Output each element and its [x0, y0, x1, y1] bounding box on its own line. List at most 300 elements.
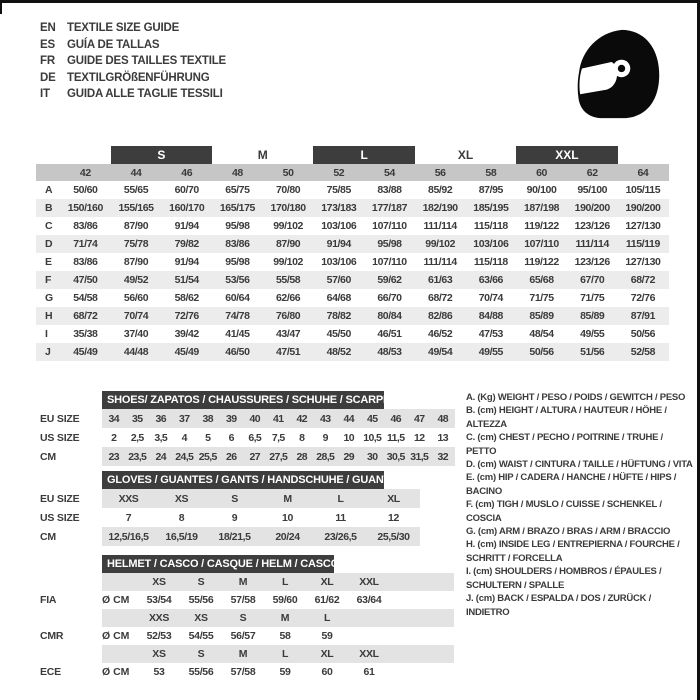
- helmet-value-cell: 58: [279, 630, 291, 642]
- measure-cell: 49/54: [428, 346, 453, 358]
- helmet-size-cells: [102, 609, 454, 627]
- section-row: [40, 489, 420, 508]
- helmet-sizes-row: [40, 645, 454, 663]
- measure-cell: 160/170: [169, 202, 205, 214]
- language-row: [40, 53, 226, 70]
- size-group-band-row: [36, 146, 669, 164]
- size-cell: 5: [205, 431, 211, 444]
- measure-cell: 105/115: [625, 184, 661, 196]
- measure-row-label: I: [45, 328, 48, 340]
- measure-cell: 99/102: [273, 220, 303, 232]
- helmet-value-cell: 55/56: [188, 594, 214, 606]
- size-number-cell: 62: [586, 166, 598, 179]
- size-cell: 10,5: [363, 431, 382, 444]
- measure-cell: 85/89: [529, 310, 554, 322]
- size-cell: 31,5: [410, 450, 429, 463]
- measurement-legend: [466, 391, 695, 619]
- language-row: [40, 70, 226, 87]
- measure-cell: 87/95: [478, 184, 503, 196]
- measure-cell: 119/122: [524, 256, 559, 268]
- measure-cell: 49/55: [580, 328, 605, 340]
- measure-cell: 57/60: [326, 274, 351, 286]
- size-cell: 25,5/30: [377, 530, 410, 543]
- measure-cell: 63/66: [478, 274, 503, 286]
- measure-row-label: D: [45, 238, 53, 250]
- size-cell: 3,5: [154, 431, 168, 444]
- measure-row-label: H: [45, 310, 53, 322]
- language-row: [40, 37, 226, 54]
- measure-cell: 165/175: [219, 202, 255, 214]
- helmet-size-cell: M: [238, 576, 248, 588]
- helmet-values-row: [40, 627, 454, 645]
- section-row: [40, 527, 420, 546]
- helmet-rows: [40, 573, 454, 681]
- size-cell: 35: [132, 412, 143, 425]
- measure-cell: 48/52: [326, 346, 351, 358]
- size-number-cell: 44: [130, 166, 142, 179]
- measure-cell: 60/70: [174, 184, 199, 196]
- measure-cell: 79/82: [174, 238, 199, 250]
- measure-cell: 46/50: [225, 346, 250, 358]
- helmet-size-cell: XS: [152, 576, 166, 588]
- measure-cell: 91/94: [174, 256, 199, 268]
- measure-cell: 65/68: [529, 274, 554, 286]
- helmet-size-cell: M: [238, 648, 248, 660]
- section-row-label: CM: [40, 450, 56, 463]
- measure-cell: 49/52: [123, 274, 149, 286]
- size-cell: 43: [320, 412, 331, 425]
- size-cell: 13: [437, 431, 448, 444]
- helmet-size-cell: XXS: [148, 612, 170, 624]
- legend-item: G. (cm) ARM / BRAZO / BRAS / ARM / BRACCIO: [466, 526, 671, 538]
- language-title: TEXTILGRÖßENFÜHRUNG: [67, 71, 210, 84]
- size-cell: XS: [174, 492, 189, 505]
- section-cells: [102, 508, 420, 527]
- measure-cell: 71/75: [580, 292, 605, 304]
- legend-item: I. (cm) SHOULDERS / HOMBROS / ÉPAULES / SCHULTERN / SPALLE: [466, 566, 662, 591]
- measure-cell: 85/92: [428, 184, 453, 196]
- size-cell: 32: [437, 450, 448, 463]
- section-row: [40, 409, 455, 428]
- size-cell: 11: [335, 511, 346, 524]
- size-number-row: [36, 164, 669, 181]
- helmet-value-cell: 55/56: [188, 666, 214, 678]
- helmet-standard-label: FIA: [40, 594, 57, 606]
- measure-cell: 68/72: [73, 310, 98, 322]
- measure-cell: 49/55: [478, 346, 503, 358]
- measure-cell: 71/75: [529, 292, 554, 304]
- size-cell: 6: [228, 431, 234, 444]
- size-cell: 45: [367, 412, 378, 425]
- diameter-unit: Ø CM: [102, 594, 130, 606]
- size-cell: 27: [249, 450, 260, 463]
- measure-row-label: G: [45, 292, 54, 304]
- measure-cell: 123/126: [574, 220, 610, 232]
- size-cell: 47: [414, 412, 425, 425]
- measure-cell: 68/72: [428, 292, 453, 304]
- helmet-value-cell: 59: [279, 666, 291, 678]
- size-number-cell: 58: [485, 166, 497, 179]
- size-cell: 30: [367, 450, 378, 463]
- measure-cell: 48/54: [529, 328, 554, 340]
- measure-cell: 71/74: [73, 238, 98, 250]
- section-row: [40, 508, 420, 527]
- measure-cell: 47/51: [275, 346, 301, 358]
- measure-cell: 87/90: [275, 238, 301, 250]
- size-cell: 8: [299, 431, 305, 444]
- gloves-rows: [40, 489, 420, 546]
- section-cells: [102, 527, 420, 546]
- helmet-size-cell: XS: [194, 612, 208, 624]
- measure-cell: 58/62: [174, 292, 199, 304]
- measure-cell: 83/88: [377, 184, 402, 196]
- measure-row-label: E: [45, 256, 53, 268]
- measure-cell: 62/66: [275, 292, 301, 304]
- size-group-band: [60, 146, 111, 164]
- measure-cell: 91/94: [174, 220, 199, 232]
- measure-cell: 119/122: [524, 220, 559, 232]
- language-title: GUÍA DE TALLAS: [67, 38, 160, 51]
- measure-cell: 111/114: [575, 238, 609, 250]
- measure-cell: 50/56: [630, 328, 656, 340]
- helmet-value-cell: 57/58: [230, 594, 256, 606]
- measure-cell: 78/82: [326, 310, 351, 322]
- helmet-value-cell: 57/58: [230, 666, 256, 678]
- helmet-sizes-row: [40, 573, 454, 591]
- legend-item: J. (cm) BACK / ESPALDA / DOS / ZURÜCK / INDIETRO: [466, 593, 652, 618]
- measure-row: [36, 325, 669, 343]
- helmet-size-cells: [102, 573, 454, 591]
- size-cell: 18/21,5: [218, 530, 251, 543]
- measure-cell: 187/198: [523, 202, 560, 214]
- measure-cell: 47/50: [73, 274, 98, 286]
- measure-row: [36, 217, 669, 235]
- measure-cell: 85/89: [580, 310, 605, 322]
- shoes-section-title: SHOES/ ZAPATOS / CHAUSSURES / SCHUHE / SCARPE: [102, 391, 384, 409]
- size-cell: 7: [125, 511, 132, 524]
- helmet-value-cells: [102, 627, 454, 645]
- measure-cell: 107/110: [524, 238, 559, 250]
- measure-cell: 173/183: [321, 202, 357, 214]
- size-cell: 30,5: [386, 450, 405, 463]
- helmet-value-cell: 53: [153, 666, 165, 678]
- measure-cell: 45/50: [326, 328, 351, 340]
- size-cell: XXS: [118, 492, 139, 505]
- size-cell: 34: [108, 412, 119, 425]
- measure-cell: 103/106: [321, 220, 357, 232]
- measure-cell: 45/49: [73, 346, 98, 358]
- size-cell: S: [231, 492, 238, 505]
- size-cell: 9: [322, 431, 328, 444]
- size-cell: 7,5: [271, 431, 285, 444]
- size-number-cell: 50: [282, 166, 294, 179]
- measure-cell: 46/51: [377, 328, 402, 340]
- helmet-value-cell: 53/54: [146, 594, 172, 606]
- measure-cell: 115/118: [473, 220, 508, 232]
- measure-cell: 50/56: [529, 346, 554, 358]
- helmet-value-cells: [102, 663, 454, 681]
- size-cell: 12: [388, 511, 399, 524]
- helmet-size-cells: [102, 645, 454, 663]
- section-row: [40, 428, 455, 447]
- section-row-label: EU SIZE: [40, 492, 80, 505]
- measure-cell: 64/68: [326, 292, 351, 304]
- language-row: [40, 20, 226, 37]
- measure-row: [36, 289, 669, 307]
- size-cell: 25,5: [198, 450, 217, 463]
- measure-cell: 70/74: [478, 292, 503, 304]
- helmet-size-cell: L: [281, 576, 289, 588]
- gloves-size-section: [40, 471, 420, 546]
- size-cell: 23/26,5: [324, 530, 357, 543]
- diameter-unit: Ø CM: [102, 630, 130, 642]
- measure-cell: 37/40: [123, 328, 149, 340]
- helmet-value-cell: 59/60: [272, 594, 298, 606]
- measure-cell: 155/165: [118, 202, 154, 214]
- size-cell: 44: [343, 412, 354, 425]
- measure-cell: 95/98: [377, 238, 402, 250]
- helmet-size-cell: XXL: [359, 576, 379, 588]
- size-number-cell: 60: [536, 166, 547, 179]
- measure-cell: 190/200: [574, 202, 610, 214]
- measure-row: [36, 271, 669, 289]
- measure-cell: 87/91: [630, 310, 656, 322]
- legend-item: B. (cm) HEIGHT / ALTURA / HAUTEUR / HÖHE / ALTEZZA: [466, 405, 667, 430]
- shoes-size-section: [40, 391, 455, 466]
- size-cell: L: [337, 492, 344, 505]
- band-spacer: [36, 146, 60, 164]
- section-cells: [102, 409, 455, 428]
- helmet-size-cell: L: [281, 648, 289, 660]
- measure-cell: 72/76: [630, 292, 656, 304]
- size-cell: 37: [179, 412, 190, 425]
- helmet-value-cells: [102, 591, 454, 609]
- helmet-size-cell: M: [280, 612, 290, 624]
- size-cell: 39: [226, 412, 237, 425]
- measure-cell: 43/47: [275, 328, 301, 340]
- measure-cell: 83/86: [225, 238, 250, 250]
- measure-row-label: J: [45, 346, 51, 358]
- measure-cell: 60/64: [225, 292, 250, 304]
- measure-row: [36, 181, 669, 199]
- measure-cell: 47/53: [478, 328, 503, 340]
- measure-cell: 44/48: [123, 346, 149, 358]
- size-cell: 23,5: [128, 450, 147, 463]
- helmet-value-cell: 59: [321, 630, 333, 642]
- language-code: FR: [40, 55, 55, 67]
- size-cell: 28: [296, 450, 307, 463]
- helmet-size-cell: S: [197, 576, 205, 588]
- measure-cell: 103/106: [321, 256, 357, 268]
- size-cell: 40: [249, 412, 260, 425]
- size-cell: 4: [181, 431, 187, 444]
- size-cell: 10: [282, 511, 293, 524]
- measure-cell: 55/58: [275, 274, 301, 286]
- measure-cell: 170/180: [270, 202, 306, 214]
- left-border-notch: [0, 0, 2, 14]
- size-group-band: S: [111, 146, 212, 164]
- size-cell: XL: [387, 492, 400, 505]
- helmet-size-cell: S: [239, 612, 247, 624]
- size-cell: 26: [226, 450, 237, 463]
- measure-cell: 39/42: [174, 328, 199, 340]
- measure-cell: 95/98: [225, 220, 250, 232]
- helmet-value-cell: 60: [321, 666, 333, 678]
- helmet-standard-label: ECE: [40, 666, 61, 678]
- measure-cell: 107/110: [372, 256, 407, 268]
- legend-item: A. (Kg) WEIGHT / PESO / POIDS / GEWITCH / PESO: [466, 392, 686, 403]
- helmet-value-cell: 61: [363, 666, 375, 678]
- size-cell: 8: [178, 511, 185, 524]
- measure-cell: 75/78: [123, 238, 149, 250]
- language-title: GUIDE DES TAILLES TEXTILE: [67, 55, 226, 67]
- measure-cell: 115/119: [625, 238, 660, 250]
- measure-cell: 127/130: [625, 256, 661, 268]
- size-cell: 9: [231, 511, 238, 524]
- size-cell: 46: [390, 412, 401, 425]
- legend-item: H. (cm) INSIDE LEG / ENTREPIERNA / FOURCHE / SCHRITT / FORCELLA: [466, 539, 680, 564]
- legend-item: F. (cm) TIGH / MUSLO / CUISSE / SCHENKEL / COSCIA: [466, 499, 662, 524]
- measure-row: [36, 343, 669, 361]
- section-cells: [102, 489, 420, 508]
- measure-row: [36, 253, 669, 271]
- measure-cell: 70/74: [123, 310, 149, 322]
- measure-cell: 111/114: [423, 256, 457, 268]
- language-row: [40, 86, 226, 103]
- measure-cell: 185/195: [473, 202, 509, 214]
- top-border-line: [0, 0, 700, 3]
- measure-cell: 46/52: [428, 328, 453, 340]
- size-group-band: L: [313, 146, 414, 164]
- size-group-band: XXL: [516, 146, 617, 164]
- measure-cell: 190/200: [625, 202, 661, 214]
- size-group-band: XL: [457, 148, 474, 162]
- language-title: TEXTILE SIZE GUIDE: [67, 22, 180, 34]
- size-cell: 10: [343, 431, 354, 444]
- measure-cell: 41/45: [225, 328, 250, 340]
- legend-item: C. (cm) CHEST / PECHO / POITRINE / TRUHE / PETTO: [466, 432, 663, 457]
- helmet-standard-label: CMR: [40, 630, 64, 642]
- measure-cell: 68/72: [630, 274, 656, 286]
- measure-row: [36, 307, 669, 325]
- size-cell: 24: [155, 450, 166, 463]
- measure-cell: 87/90: [123, 220, 149, 232]
- measure-cell: 66/70: [377, 292, 402, 304]
- language-code: ES: [40, 38, 55, 51]
- measure-cell: 87/90: [123, 256, 149, 268]
- size-cell: 24,5: [175, 450, 194, 463]
- language-code: IT: [40, 88, 50, 100]
- size-cell: 41: [273, 412, 284, 425]
- size-cell: 23: [108, 450, 119, 463]
- size-number-cell: 54: [384, 166, 395, 179]
- section-cells: [102, 428, 455, 447]
- measure-cell: 177/187: [371, 202, 408, 214]
- measure-cell: 83/86: [73, 220, 98, 232]
- measure-cell: 51/54: [174, 274, 199, 286]
- measure-cell: 53/56: [225, 274, 250, 286]
- measure-row: [36, 235, 669, 253]
- measure-cell: 83/86: [73, 256, 98, 268]
- helmet-value-cell: 61/62: [314, 594, 340, 606]
- diameter-unit: Ø CM: [102, 666, 130, 678]
- measure-cell: 48/53: [377, 346, 402, 358]
- size-cell: 2: [111, 431, 117, 444]
- size-cell: 16,5/19: [165, 530, 198, 543]
- measure-cell: 67/70: [580, 274, 605, 286]
- measure-cell: 182/190: [422, 202, 458, 214]
- size-number-cell: 48: [231, 166, 243, 179]
- measure-cell: 75/85: [326, 184, 351, 196]
- measure-cell: 54/58: [73, 292, 98, 304]
- language-code: DE: [40, 71, 56, 84]
- helmet-icon: [570, 22, 662, 126]
- measure-cell: 123/126: [574, 256, 610, 268]
- measure-cell: 103/106: [473, 238, 509, 250]
- measure-row-label: F: [45, 274, 52, 286]
- helmet-size-cell: XXL: [359, 648, 379, 660]
- measure-cell: 127/130: [625, 220, 661, 232]
- measure-cell: 70/80: [275, 184, 301, 196]
- helmet-size-cell: S: [197, 648, 205, 660]
- helmet-size-cell: XL: [320, 648, 334, 660]
- helmet-section-title: HELMET / CASCO / CASQUE / HELM / CASCO: [102, 555, 334, 573]
- language-title-list: [40, 20, 226, 103]
- measure-cell: 59/62: [377, 274, 402, 286]
- textile-size-table: [36, 146, 669, 361]
- legend-item: E. (cm) HIP / CADERA / HANCHE / HÜFTE / HIPS / BACINO: [466, 472, 677, 497]
- size-cell: 38: [202, 412, 213, 425]
- measure-cell: 52/58: [630, 346, 656, 358]
- helmet-value-cell: 63/64: [356, 594, 382, 606]
- legend-item: D. (cm) WAIST / CINTURA / TAILLE / HÜFTUNG / VITA: [466, 459, 693, 471]
- size-group-band: [618, 146, 669, 164]
- language-title: GUIDA ALLE TAGLIE TESSILI: [67, 88, 223, 100]
- measure-row-label: A: [45, 184, 53, 196]
- section-row-label: EU SIZE: [40, 412, 80, 425]
- size-cell: 48: [437, 412, 448, 425]
- size-cell: 29: [343, 450, 354, 463]
- measure-cell: 56/60: [123, 292, 149, 304]
- measure-cell: 35/38: [73, 328, 98, 340]
- measure-cell: 65/75: [225, 184, 250, 196]
- size-cell: 12,5/16,5: [108, 530, 149, 543]
- size-group-band: M: [257, 148, 268, 162]
- helmet-size-section: [40, 555, 454, 681]
- measure-cell: 150/160: [67, 202, 103, 214]
- size-number-cell: 46: [181, 166, 193, 179]
- size-number-cell: 42: [79, 166, 91, 179]
- measure-cell: 107/110: [372, 220, 407, 232]
- measure-cell: 99/102: [425, 238, 456, 250]
- helmet-size-cell: XL: [320, 576, 334, 588]
- helmet-size-cell: L: [323, 612, 331, 624]
- measure-cell: 115/118: [473, 256, 508, 268]
- size-number-cell: 52: [333, 166, 345, 179]
- size-cell: 27,5: [269, 450, 288, 463]
- measure-cell: 99/102: [273, 256, 303, 268]
- size-cell: 11,5: [387, 431, 405, 444]
- section-cells: [102, 447, 455, 466]
- helmet-values-row: [40, 663, 454, 681]
- section-row-label: CM: [40, 530, 56, 543]
- section-row: [40, 447, 455, 466]
- gloves-section-title: GLOVES / GUANTES / GANTS / HANDSCHUHE / GUANTI: [102, 471, 384, 489]
- measure-cell: 111/114: [423, 220, 457, 232]
- measure-cell: 74/78: [225, 310, 250, 322]
- size-cell: 12: [414, 431, 425, 444]
- helmet-value-cell: 52/53: [146, 630, 172, 642]
